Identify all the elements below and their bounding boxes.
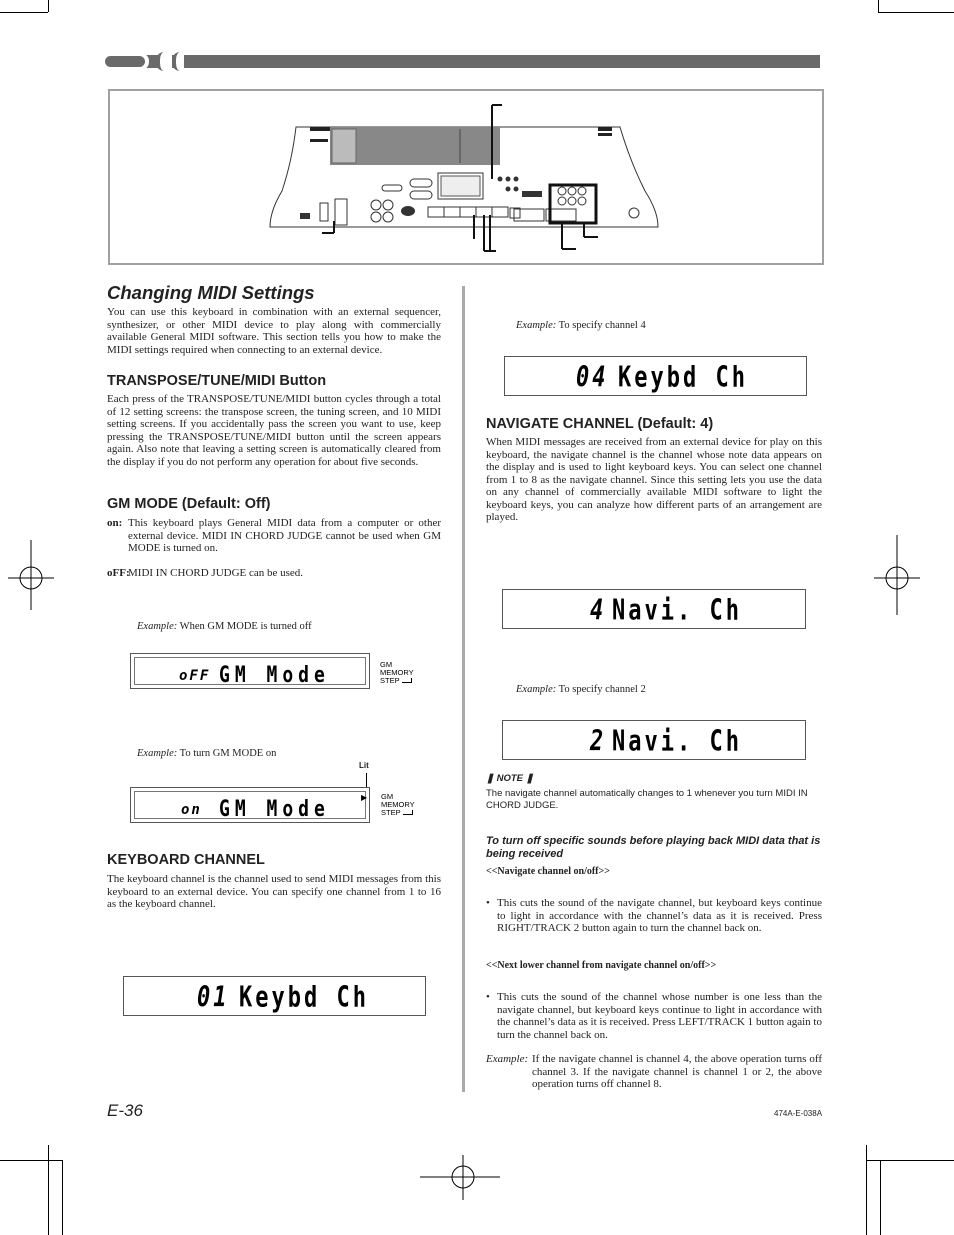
lcd-frame (134, 657, 366, 689)
crop-mark (878, 12, 954, 13)
header-glyph-white (172, 52, 184, 71)
lcd-navi-ch-2 (502, 720, 806, 760)
example-label: Example: (137, 621, 178, 632)
example-text: To turn GM MODE on (179, 748, 277, 759)
lcd-frame (506, 593, 802, 628)
crop-mark (48, 0, 49, 12)
indicator-step: STEP (381, 809, 415, 817)
lcd-text: GM Mode (219, 662, 330, 689)
next-lower-subheading: <<Next lower channel from navigate channel on/off>> (486, 960, 717, 971)
indicator-memory: MEMORY (381, 800, 415, 809)
indicator-step: STEP (380, 677, 414, 685)
gm-off-label: oFF: (107, 567, 130, 579)
example3-text: If the navigate channel is channel 4, the above operation turns off channel 3. If the navigate channel is channel 1 or 2, the above operation turns off channel 8. (532, 1053, 822, 1090)
lcd-value: 01 (197, 982, 230, 1015)
crop-mark (48, 1145, 49, 1235)
header-left-pill (105, 56, 145, 67)
doc-code: 474A-E-038A (774, 1109, 823, 1118)
column-divider (462, 286, 465, 1092)
lcd-keybd-ch-04 (504, 356, 807, 396)
lcd-frame (506, 724, 802, 759)
bullet-dot: • (486, 991, 490, 1003)
indicator-memory: MEMORY (380, 668, 414, 677)
header-bar (103, 55, 820, 68)
registration-mark-icon (872, 535, 922, 615)
keyboard-illustration (110, 91, 822, 263)
example-label: Example: (516, 320, 557, 331)
header-glyph-white (156, 52, 172, 71)
lcd-text: Navi. Ch (612, 595, 742, 628)
lcd-text: GM Mode (219, 796, 330, 823)
lcd-value: on (181, 802, 202, 818)
gm-mode-heading: GM MODE (Default: Off) (107, 496, 271, 512)
page-number: E-36 (107, 1101, 143, 1120)
lcd-navi-ch-4 (502, 589, 806, 629)
lcd-value: 04 (576, 362, 609, 395)
lcd-value: oFF (179, 668, 211, 684)
crop-mark (866, 1145, 867, 1235)
keyboard-channel-heading: KEYBOARD CHANNEL (107, 852, 265, 868)
registration-mark-icon (420, 1155, 500, 1200)
crop-mark (878, 0, 879, 12)
gm-on-text: This keyboard plays General MIDI data from a computer or other external device. MIDI IN CHORD JUDGE cannot be used when GM MODE is turned on. (128, 517, 441, 554)
note-text: The navigate channel automatically changes to 1 whenever you turn MIDI IN CHORD JUDGE. (486, 788, 808, 811)
navigate-onoff-subheading: <<Navigate channel on/off>> (486, 866, 610, 877)
bullet-dot: • (486, 897, 490, 909)
navigate-paragraph: When MIDI messages are received from an external device for play on this keyboard, the navigate channel is the channel whose note data appears on the display and is used to light keyboard keys. You can select one channel from 1 to 8 as the navigate channel. Since this setting lets you use the data on any channel of commercially available MIDI software to light the keyboard keys, you can analyze how different parts of an arrangement are played. (486, 436, 822, 523)
lcd-text: Keybd Ch (618, 362, 748, 395)
indicator-gm: GM (380, 660, 393, 669)
transpose-paragraph: Each press of the TRANSPOSE/TUNE/MIDI button cycles through a total of 12 setting screens: the transpose screen, the tuning screen, and 10 MIDI setting screens. If you accidentally pass the screen you want to use, keep pressing the TRANSPOSE/TUNE/MIDI button until the screen appears again. Also note that leaving a setting screen is automatically cleared from the display if you do not perform any operation for about five seconds. (107, 393, 441, 468)
lcd-text: Keybd Ch (239, 982, 369, 1015)
gm-indicator-1 (380, 661, 414, 685)
lcd-frame (127, 980, 422, 1015)
navigate-heading: NAVIGATE CHANNEL (Default: 4) (486, 416, 714, 432)
keyboard-illustration-frame (108, 89, 824, 265)
indicator-gm: GM (381, 792, 394, 801)
example-text: To specify channel 2 (558, 684, 646, 695)
gm-example1 (137, 621, 312, 632)
section-title: Changing MIDI Settings (107, 282, 315, 303)
lit-arrow-icon: ▶ (361, 793, 368, 802)
gm-indicator-2 (381, 793, 415, 817)
example-label: Example: (516, 684, 557, 695)
example-text: When GM MODE is turned off (179, 621, 312, 632)
registration-mark-icon (8, 540, 58, 610)
example-label: Example: (137, 748, 178, 759)
bullet2-text: This cuts the sound of the channel whose number is one less than the navigate channel, but keyboard keys continue to light in accordance with the channel’s data as it is received. Press LEFT/TRACK 1 button again to turn the channel back on. (497, 991, 822, 1041)
turnoff-heading: To turn off specific sounds before playing back MIDI data that is being received (486, 835, 821, 860)
lcd-value: 4 (590, 595, 609, 628)
lcd-keybd-ch-01 (123, 976, 426, 1016)
lcd-frame (134, 791, 368, 823)
lcd-frame (508, 360, 803, 395)
intro-paragraph: You can use this keyboard in combination with an external sequencer, synthesizer, or other MIDI device to play along with commercially available General MIDI software. This section tells you how to make the MIDI settings required when connecting to an external device. (107, 306, 441, 356)
right-example2 (516, 684, 646, 695)
gm-on-label: on: (107, 517, 123, 529)
transpose-heading: TRANSPOSE/TUNE/MIDI Button (107, 373, 327, 389)
lcd-gm-on (130, 787, 370, 823)
lit-label: Lit (359, 761, 369, 770)
lcd-text: Navi. Ch (612, 726, 742, 759)
crop-mark (0, 1160, 62, 1161)
note-title: ❚ NOTE ❚ (486, 773, 534, 784)
lcd-gm-off (130, 653, 370, 689)
gm-off-text: MIDI IN CHORD JUDGE can be used. (128, 567, 304, 579)
crop-mark (880, 1160, 881, 1235)
example-text: To specify channel 4 (558, 320, 646, 331)
bullet1-text: This cuts the sound of the navigate channel, but keyboard keys continue to light in accordance with the channel’s data as it is received. Press RIGHT/TRACK 2 button again to turn the channel back on. (497, 897, 822, 934)
right-example1 (516, 320, 646, 331)
crop-mark (62, 1160, 63, 1235)
crop-mark (0, 12, 48, 13)
gm-example2 (137, 748, 276, 759)
lcd-value: 2 (590, 726, 609, 759)
keyboard-channel-paragraph: The keyboard channel is the channel used to send MIDI messages from this keyboard to an external device. You can specify one channel from 1 to 16 as the keyboard channel. (107, 873, 441, 910)
example3-label: Example: (486, 1053, 529, 1065)
